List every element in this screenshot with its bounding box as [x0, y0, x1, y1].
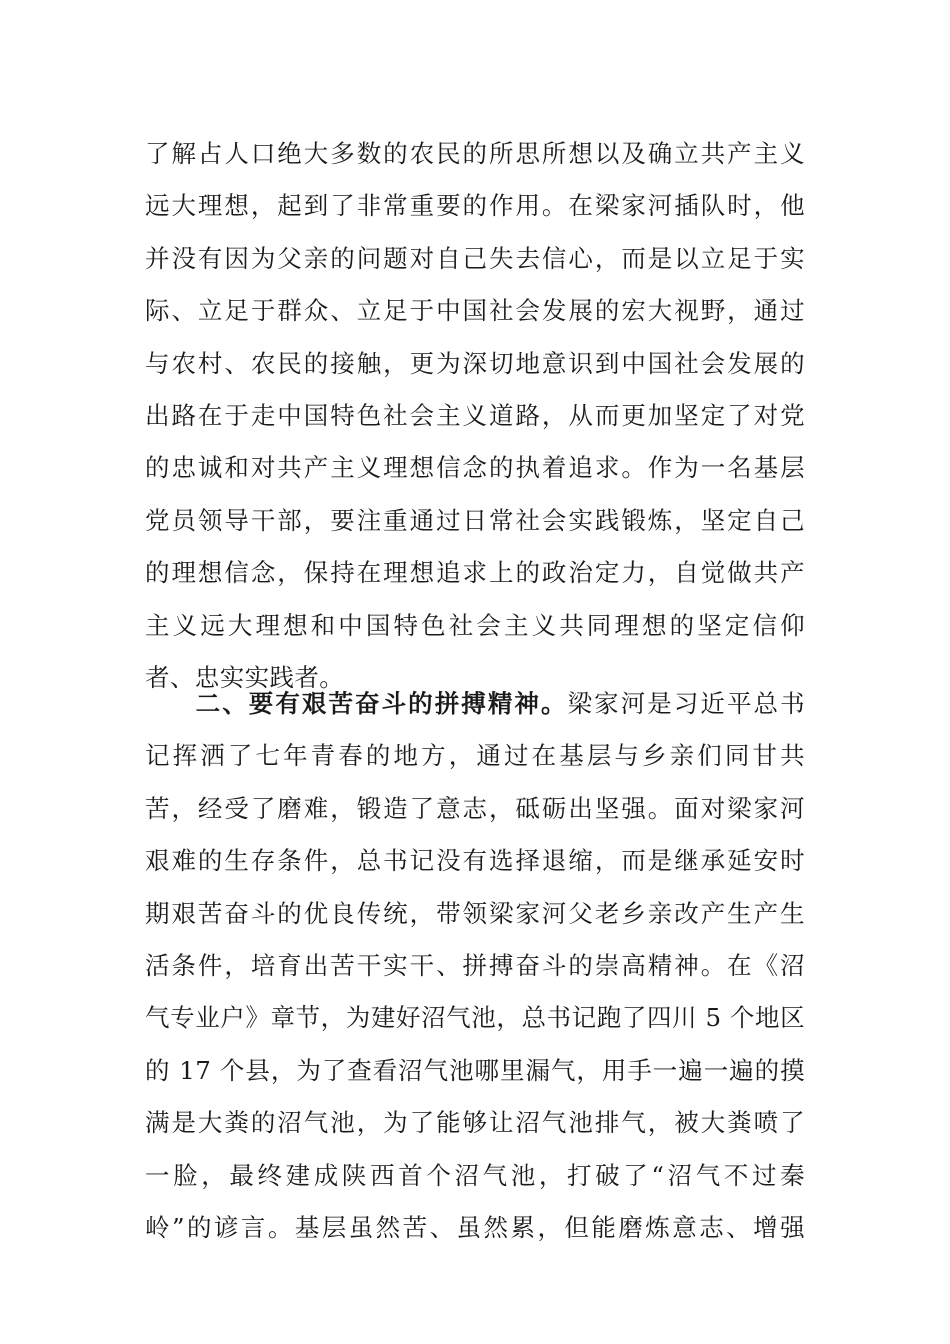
section-heading: 二、要有艰苦奋斗的拼搏精神。 [194, 689, 568, 718]
heading-continuation: 梁家河是习近平总书 [567, 689, 805, 718]
text-line: 了解占人口绝大多数的农民的所思所想以及确立共产主义 [145, 139, 805, 168]
text-line: 活条件，培育出苦干实干、拼搏奋斗的崇高精神。在《沼 [145, 950, 805, 980]
text-line: 者、忠实实践者。 [145, 662, 345, 692]
text-line: 的理想信念，保持在理想追求上的政治定力，自觉做共产 [145, 558, 805, 588]
text-line: 一脸，最终建成陕西首个沼气池，打破了“沼气不过秦 [145, 1160, 805, 1190]
text-line: 出路在于走中国特色社会主义道路，从而更加坚定了对党 [145, 400, 805, 430]
text-line: 气专业户》章节，为建好沼气池，总书记跑了四川 5 个地区 [145, 1003, 805, 1033]
text-line: 记挥洒了七年青春的地方，通过在基层与乡亲们同甘共 [145, 741, 805, 771]
text-line: 远大理想，起到了非常重要的作用。在梁家河插队时，他 [145, 191, 805, 221]
text-line: 党员领导干部，要注重通过日常社会实践锻炼，坚定自己 [145, 505, 805, 535]
text-line: 岭”的谚言。基层虽然苦、虽然累，但能磨炼意志、增强 [145, 1212, 805, 1242]
text-line-first [145, 678, 805, 730]
text-line: 与农村、农民的接触，更为深切地意识到中国社会发展的 [145, 348, 805, 378]
paragraph-2 [145, 678, 805, 1254]
text-line: 期艰苦奋斗的优良传统，带领梁家河父老乡亲改产生产生 [145, 898, 805, 928]
text-line: 主义远大理想和中国特色社会主义共同理想的坚定信仰 [145, 610, 805, 640]
text-line: 际、立足于群众、立足于中国社会发展的宏大视野，通过 [145, 296, 805, 326]
text-line: 艰难的生存条件，总书记没有选择退缩，而是继承延安时 [145, 846, 805, 876]
paragraph-1 [145, 128, 805, 704]
text-line: 并没有因为父亲的问题对自己失去信心，而是以立足于实 [145, 243, 805, 273]
text-line: 的 17 个县，为了查看沼气池哪里漏气，用手一遍一遍的摸 [145, 1055, 805, 1085]
text-line: 的忠诚和对共产主义理想信念的执着追求。作为一名基层 [145, 453, 805, 483]
text-line: 满是大粪的沼气池，为了能够让沼气池排气，被大粪喷了 [145, 1108, 805, 1138]
text-line: 苦，经受了磨难，锻造了意志，砥砺出坚强。面对梁家河 [145, 793, 805, 823]
